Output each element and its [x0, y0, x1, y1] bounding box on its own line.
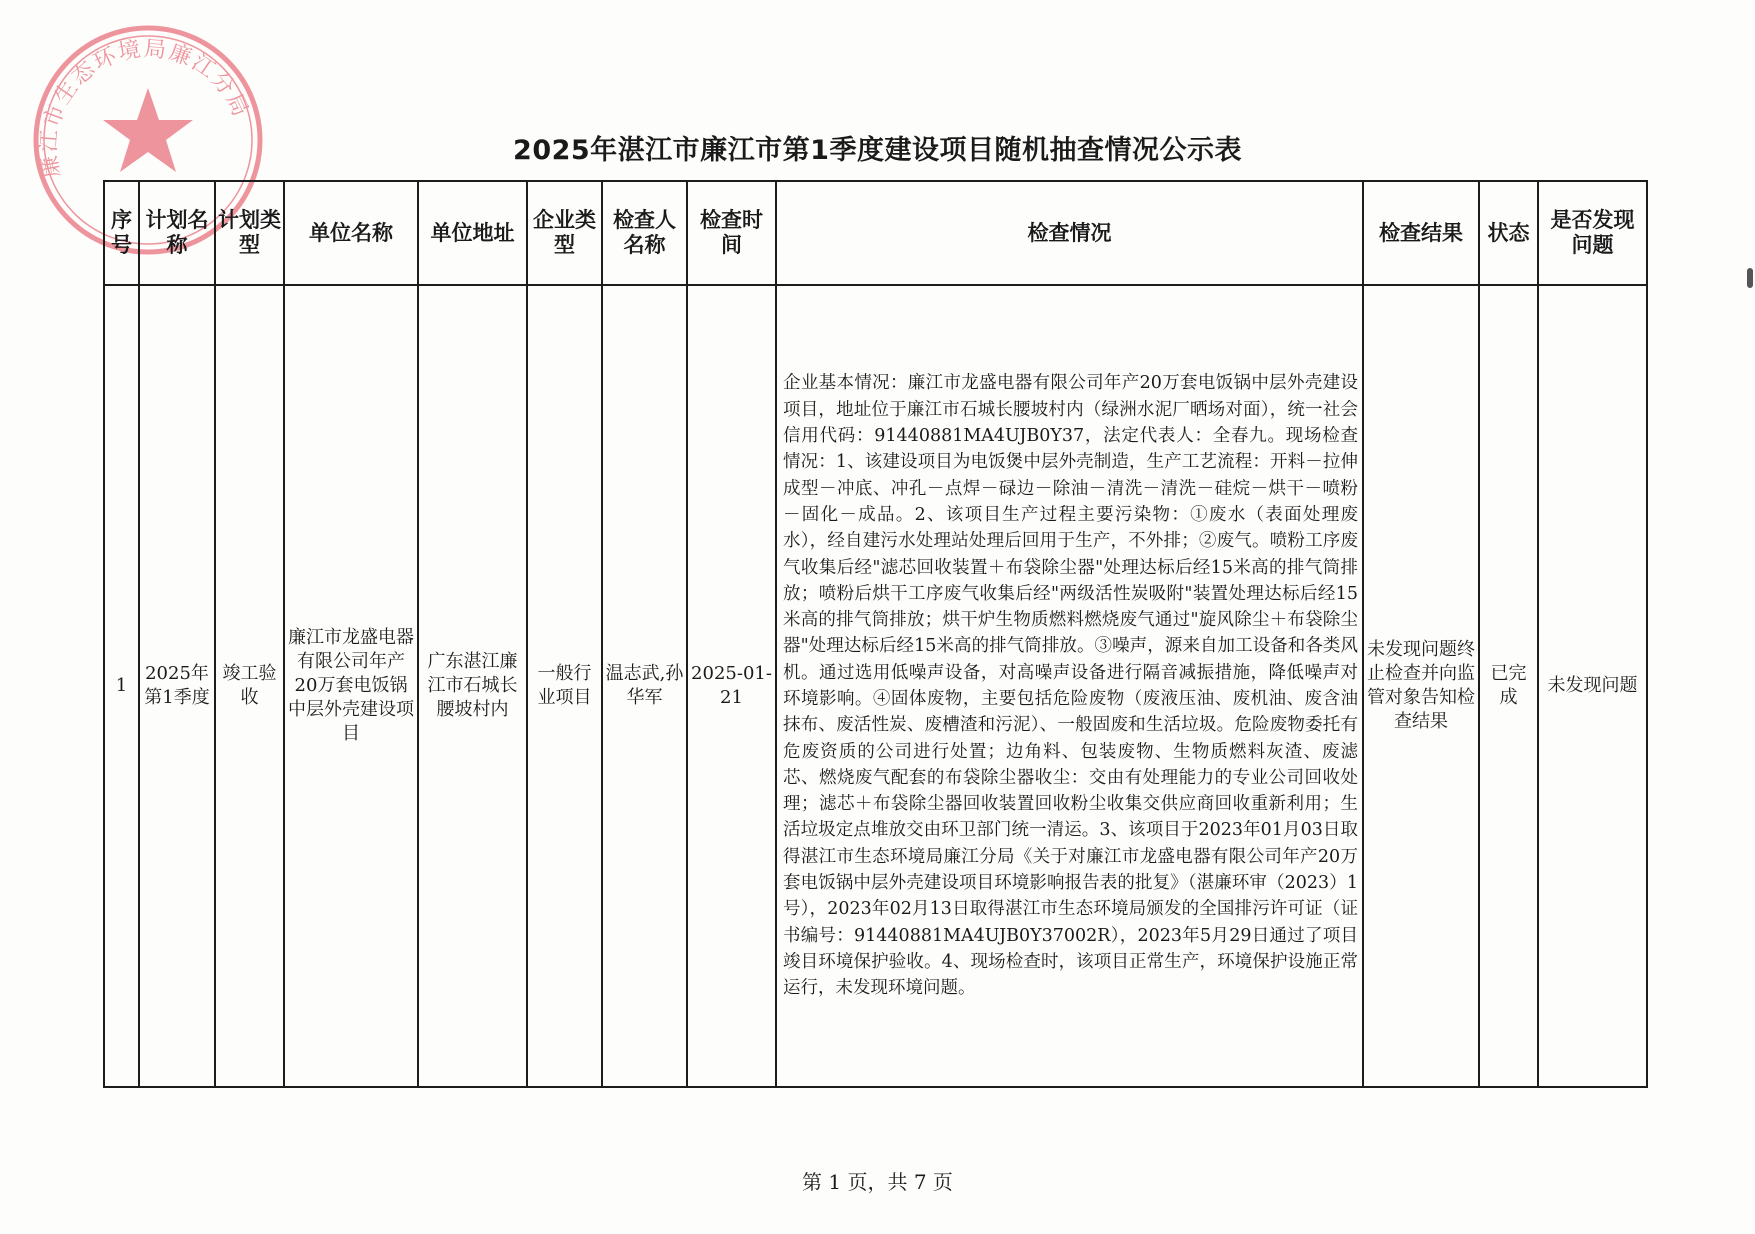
- header-inspectors: 检查人名称: [602, 181, 687, 285]
- header-details: 检查情况: [776, 181, 1363, 285]
- cell-plan-type: 竣工验收: [215, 285, 284, 1087]
- header-result: 检查结果: [1363, 181, 1479, 285]
- header-status: 状态: [1479, 181, 1538, 285]
- page-title: 2025年湛江市廉江市第1季度建设项目随机抽查情况公示表: [513, 135, 1242, 166]
- header-check-date: 检查时间: [687, 181, 776, 285]
- cell-plan-name: 2025年第1季度: [139, 285, 215, 1087]
- header-row: [104, 181, 1647, 285]
- page-number: 第 1 页，共 7 页: [802, 1170, 953, 1194]
- header-enterprise-type: 企业类型: [527, 181, 602, 285]
- cell-status: 已完成: [1479, 285, 1538, 1087]
- cell-seq: 1: [104, 285, 139, 1087]
- header-plan-type: 计划类型: [215, 181, 284, 285]
- header-unit-name: 单位名称: [284, 181, 418, 285]
- header-plan-name: 计划名称: [139, 181, 215, 285]
- header-problem-found: 是否发现问题: [1538, 181, 1647, 285]
- cell-unit-address: 广东湛江廉江市石城长腰坡村内: [418, 285, 527, 1087]
- header-seq: 序号: [104, 181, 139, 285]
- cell-details: 企业基本情况：廉江市龙盛电器有限公司年产20万套电饭锅中层外壳建设项目，地址位于廉江市石城长腰坡村内（绿洲水泥厂晒场对面），统一社会信用代码：91440881MA4UJB0Y37，法定代表人：全春九。现场检查情况：1、该建设项目为电饭煲中层外壳制造，生产工艺流程：开料－拉伸成型－冲底、冲孔－点焊－碌边－除油－清洗－清洗－硅烷－烘干－喷粉－固化－成品。2、该项目生产过程主要污染物：①废水（表面处理废水），经自建污水处理站处理后回用于生产，不外排；②废气。喷粉工序废气收集后经"滤芯回收装置＋布袋除尘器"处理达标后经15米高的排气筒排放；喷粉后烘干工序废气收集后经"两级活性炭吸附"装置处理达标后经15米高的排气筒排放；烘干炉生物质燃料燃烧废气通过"旋风除尘＋布袋除尘器"处理达标后经15米高的排气筒排放。③噪声，源来自加工设备和各类风机。通过选用低噪声设备，对高噪声设备进行隔音减振措施，降低噪声对环境影响。④固体废物，主要包括危险废物（废液压油、废机油、废含油抹布、废活性炭、废槽渣和污泥）、一般固废和生活垃圾。危险废物委托有危废资质的公司进行处置；边角料、包装废物、生物质燃料灰渣、废滤芯、燃烧废气配套的布袋除尘器收尘：交由有处理能力的专业公司回收处理；滤芯＋布袋除尘器回收装置回收粉尘收集交供应商回收重新利用；生活垃圾定点堆放交由环卫部门统一清运。3、该项目于2023年01月03日取得湛江市生态环境局廉江分局《关于对廉江市龙盛电器有限公司年产20万套电饭锅中层外壳建设项目环境影响报告表的批复》（湛廉环审（2023）1号），2023年02月13日取得湛江市生态环境局颁发的全国排污许可证（证书编号：91440881MA4UJB0Y37002R），2023年5月29日通过了项目竣目环境保护验收。4、现场检查时，该项目正常生产，环境保护设施正常运行，未发现环境问题。: [776, 285, 1363, 1087]
- scan-edge-mark: [1747, 268, 1753, 288]
- cell-check-date: 2025-01-21: [687, 285, 776, 1087]
- svg-text:廉江市生态环境局廉江分局: 廉江市生态环境局廉江分局: [36, 36, 254, 180]
- cell-problem-found: 未发现问题: [1538, 285, 1647, 1087]
- inspection-table: [103, 180, 1648, 1088]
- cell-enterprise-type: 一般行业项目: [527, 285, 602, 1087]
- cell-result: 未发现问题终止检查并向监管对象告知检查结果: [1363, 285, 1479, 1087]
- header-unit-address: 单位地址: [418, 181, 527, 285]
- cell-unit-name: 廉江市龙盛电器有限公司年产20万套电饭锅中层外壳建设项目: [284, 285, 418, 1087]
- cell-inspectors: 温志武,孙华军: [602, 285, 687, 1087]
- table-row: [104, 285, 1647, 1087]
